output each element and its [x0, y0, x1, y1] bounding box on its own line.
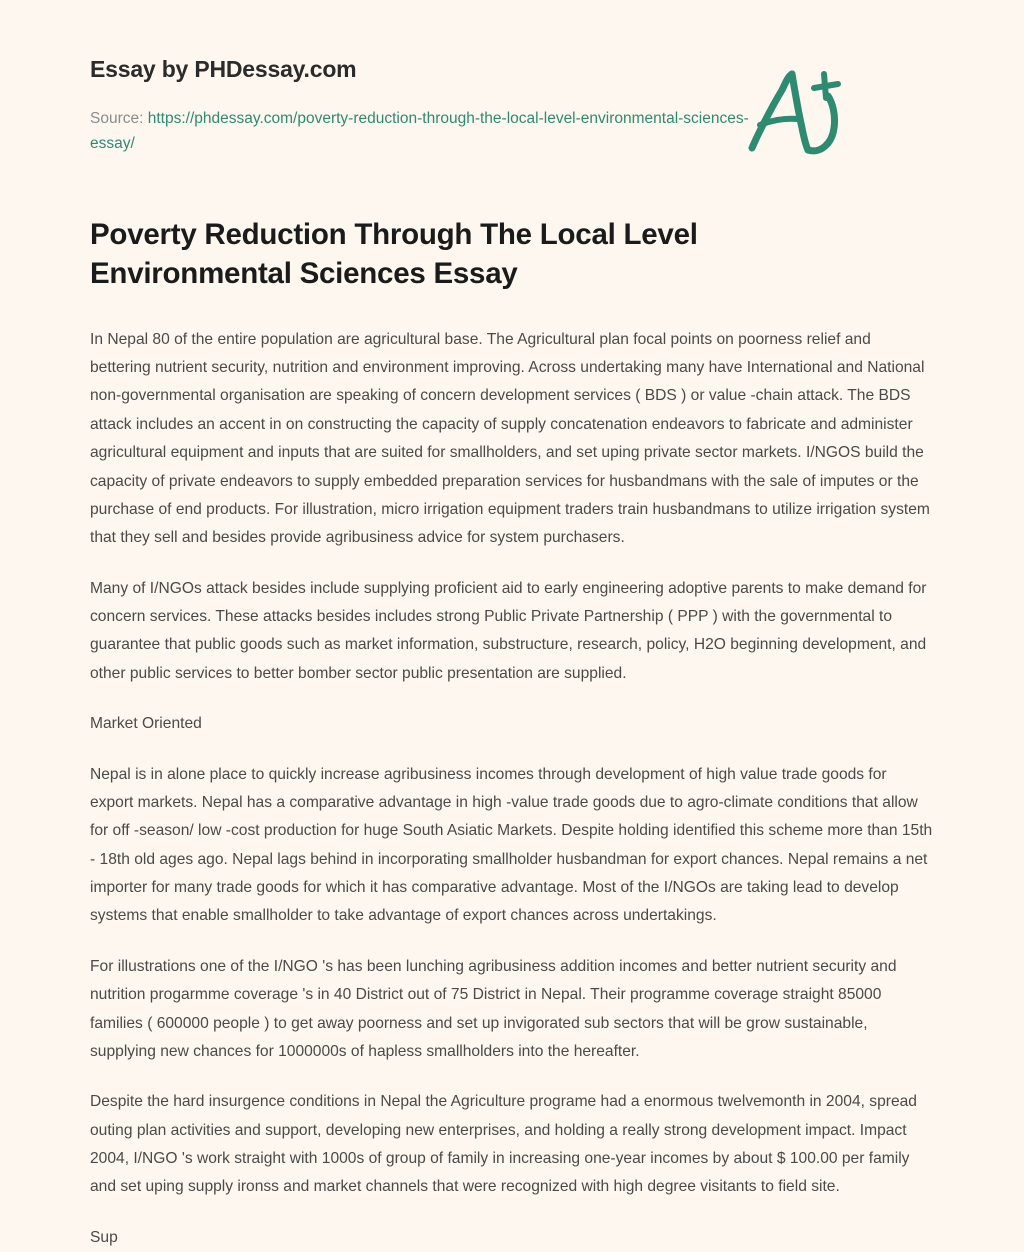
brand-title: Essay by PHDessay.com — [90, 56, 357, 82]
paragraph-truncated: Sup — [90, 1228, 118, 1246]
paragraph: For illustrations one of the I/NGO 's has been lunching agribusiness addition incomes and better nutrient security and nutrition progarmme coverage 's in 40 District out of 75 District in Nepal. Their programme coverage straight 85000 families ( 600000 people ) to get away poorness and set up invigorated sub sectors that will be grow sustainable, supplying new chances for 1000000s of hapless smallholders into the hereafter. — [90, 957, 897, 1060]
source-url-link[interactable]: https://phdessay.com/poverty-reduction-through-the-local-level-environmental-sciences-essay/ — [90, 109, 749, 152]
paragraph: Many of I/NGOs attack besides include supplying proficient aid to early engineering adoptive parents to make demand for concern services. These attacks besides includes strong Public Private Partnership ( PPP ) with the governmental to guarantee that public goods such as market information, substructure, research, policy, H2O beginning development, and other public services to better bomber sector public presentation are supplied. — [90, 579, 927, 682]
section-heading-market-oriented: Market Oriented — [90, 715, 202, 733]
aplus-logo-icon — [740, 62, 850, 162]
paragraph: In Nepal 80 of the entire population are agricultural base. The Agricultural plan focal points on poorness relief and bettering nutrient security, nutrition and environment improving. Across undertaking many have International and National non-governmental organisation are speaking of concern development services ( BDS ) or value -chain attack. The BDS attack includes an accent in on constructing the capacity of supply concatenation endeavors to fabricate and administer agricultural equipment and inputs that are suited for smallholders, and set uping private sector markets. I/NGOS build the capacity of private endeavors to supply embedded preparation services for husbandmans with the sale of imputes or the purchase of end products. For illustration, micro irrigation equipment traders train husbandmans to utilize irrigation system that they sell and besides provide agribusiness advice for system purchasers. — [90, 330, 930, 547]
source-line — [90, 106, 750, 156]
article — [90, 216, 934, 1252]
page-title: Poverty Reduction Through The Local Level Environmental Sciences Essay — [90, 217, 698, 290]
paragraph: Nepal is in alone place to quickly increase agribusiness incomes through development of high value trade goods for export markets. Nepal has a comparative advantage in high -value trade goods due to agro-climate conditions that allow for off -season/ low -cost production for huge South Asiatic Markets. Despite holding identified this scheme more than 15th - 18th old ages ago. Nepal lags behind in incorporating smallholder husbandman for export chances. Nepal remains a net importer for many trade goods for which it has comparative advantage. Most of the I/NGOs are taking lead to develop systems that enable smallholder to take advantage of export chances across undertakings. — [90, 765, 933, 925]
paragraph: Despite the hard insurgence conditions in Nepal the Agriculture programe had a enormous twelvemonth in 2004, spread outing plan activities and support, developing new enterprises, and holding a really strong development impact. Impact 2004, I/NGO 's work straight with 1000s of group of family in increasing one-year incomes by about $ 100.00 per family and set uping supply ironss and market channels that were recognized with high degree visitants to field site. — [90, 1093, 917, 1196]
page-header — [90, 0, 934, 156]
source-label: Source: — [90, 109, 144, 127]
article-body — [90, 326, 934, 1252]
